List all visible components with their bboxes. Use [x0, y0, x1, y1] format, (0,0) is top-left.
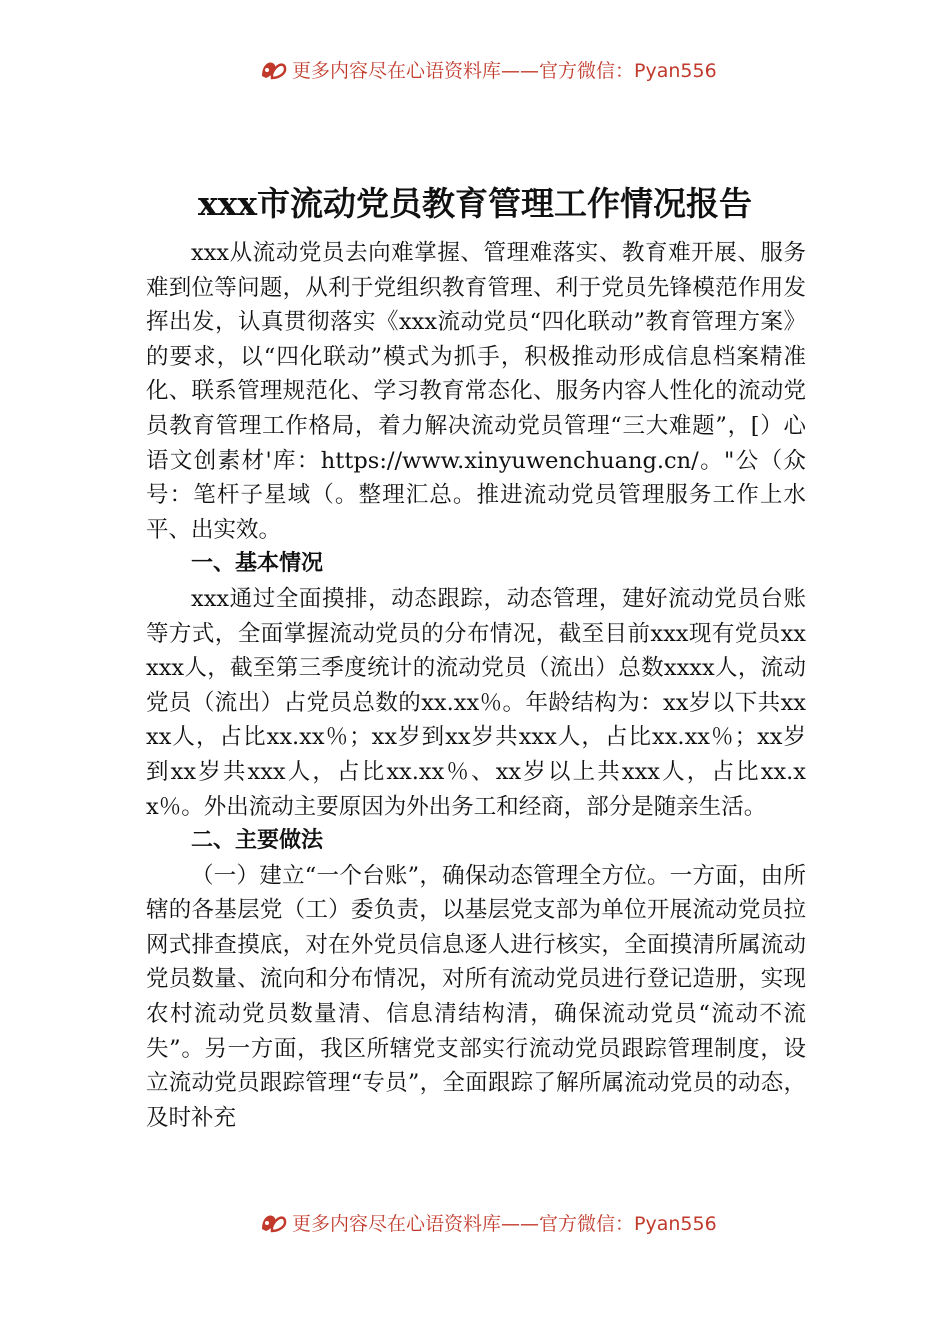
- watermark-text: 更多内容尽在心语资料库——官方微信：Pyan556: [292, 1212, 717, 1235]
- paragraph: （一）建立“一个台账”，确保动态管理全方位。一方面，由所辖的各基层党（工）委负责，以基层党支部为单位开展流动党员拉网式排查摸底，对在外党员信息逐人进行核实，全面摸清所属流动党员数量、流向和分布情况，对所有流动党员进行登记造册，实现农村流动党员数量清、信息清结构清，确保流动党员“流动不流失”。另一方面，我区所辖党支部实行流动党员跟踪管理制度，设立流动党员跟踪管理“专员”，全面跟踪了解所属流动党员的动态，及时补充: [146, 862, 806, 1131]
- watermark-banner-top: [258, 55, 778, 83]
- logo-icon: [258, 1209, 288, 1235]
- paragraph: xxx通过全面摸排，动态跟踪，动态管理，建好流动党员台账等方式，全面掌握流动党员的分布情况，截至目前xxx现有党员xxxxx人，截至第三季度统计的流动党员（流出）总数xxxx人，流动党员（流出）占党员总数的xx.xx％。年龄结构为：xx岁以下共xxxx人，占比xx.xx％；xx岁到xx岁共xxx人，占比xx.xx％；xx岁到xx岁共xxx人，占比xx.xx％、xx岁以上共xxx人，占比xx.xx％。外出流动主要原因为外出务工和经商，部分是随亲生活。: [146, 585, 806, 820]
- document-body: [146, 236, 806, 1135]
- watermark-text: 更多内容尽在心语资料库——官方微信：Pyan556: [292, 59, 717, 82]
- section-heading: 一、基本情况: [191, 551, 324, 577]
- watermark-banner-bottom: [258, 1208, 778, 1236]
- logo-icon: [258, 56, 288, 82]
- paragraph: xxx从流动党员去向难掌握、管理难落实、教育难开展、服务难到位等问题，从利于党组织教育管理、利于党员先锋模范作用发挥出发，认真贯彻落实《xxx流动党员“四化联动”教育管理方案》的要求，以“四化联动”模式为抓手，积极推动形成信息档案精准化、联系管理规范化、学习教育常态化、服务内容人性化的流动党员教育管理工作格局，着力解决流动党员管理“三大难题”，[）心语文创素材'库：https://www.xinyuwenchuang.cn/。"公（众号：笔杆子星域（。整理汇总。推进流动党员管理服务工作上水平、出实效。: [146, 240, 806, 543]
- page-title: xxx市流动党员教育管理工作情况报告: [197, 184, 753, 223]
- section-heading: 二、主要做法: [191, 828, 324, 854]
